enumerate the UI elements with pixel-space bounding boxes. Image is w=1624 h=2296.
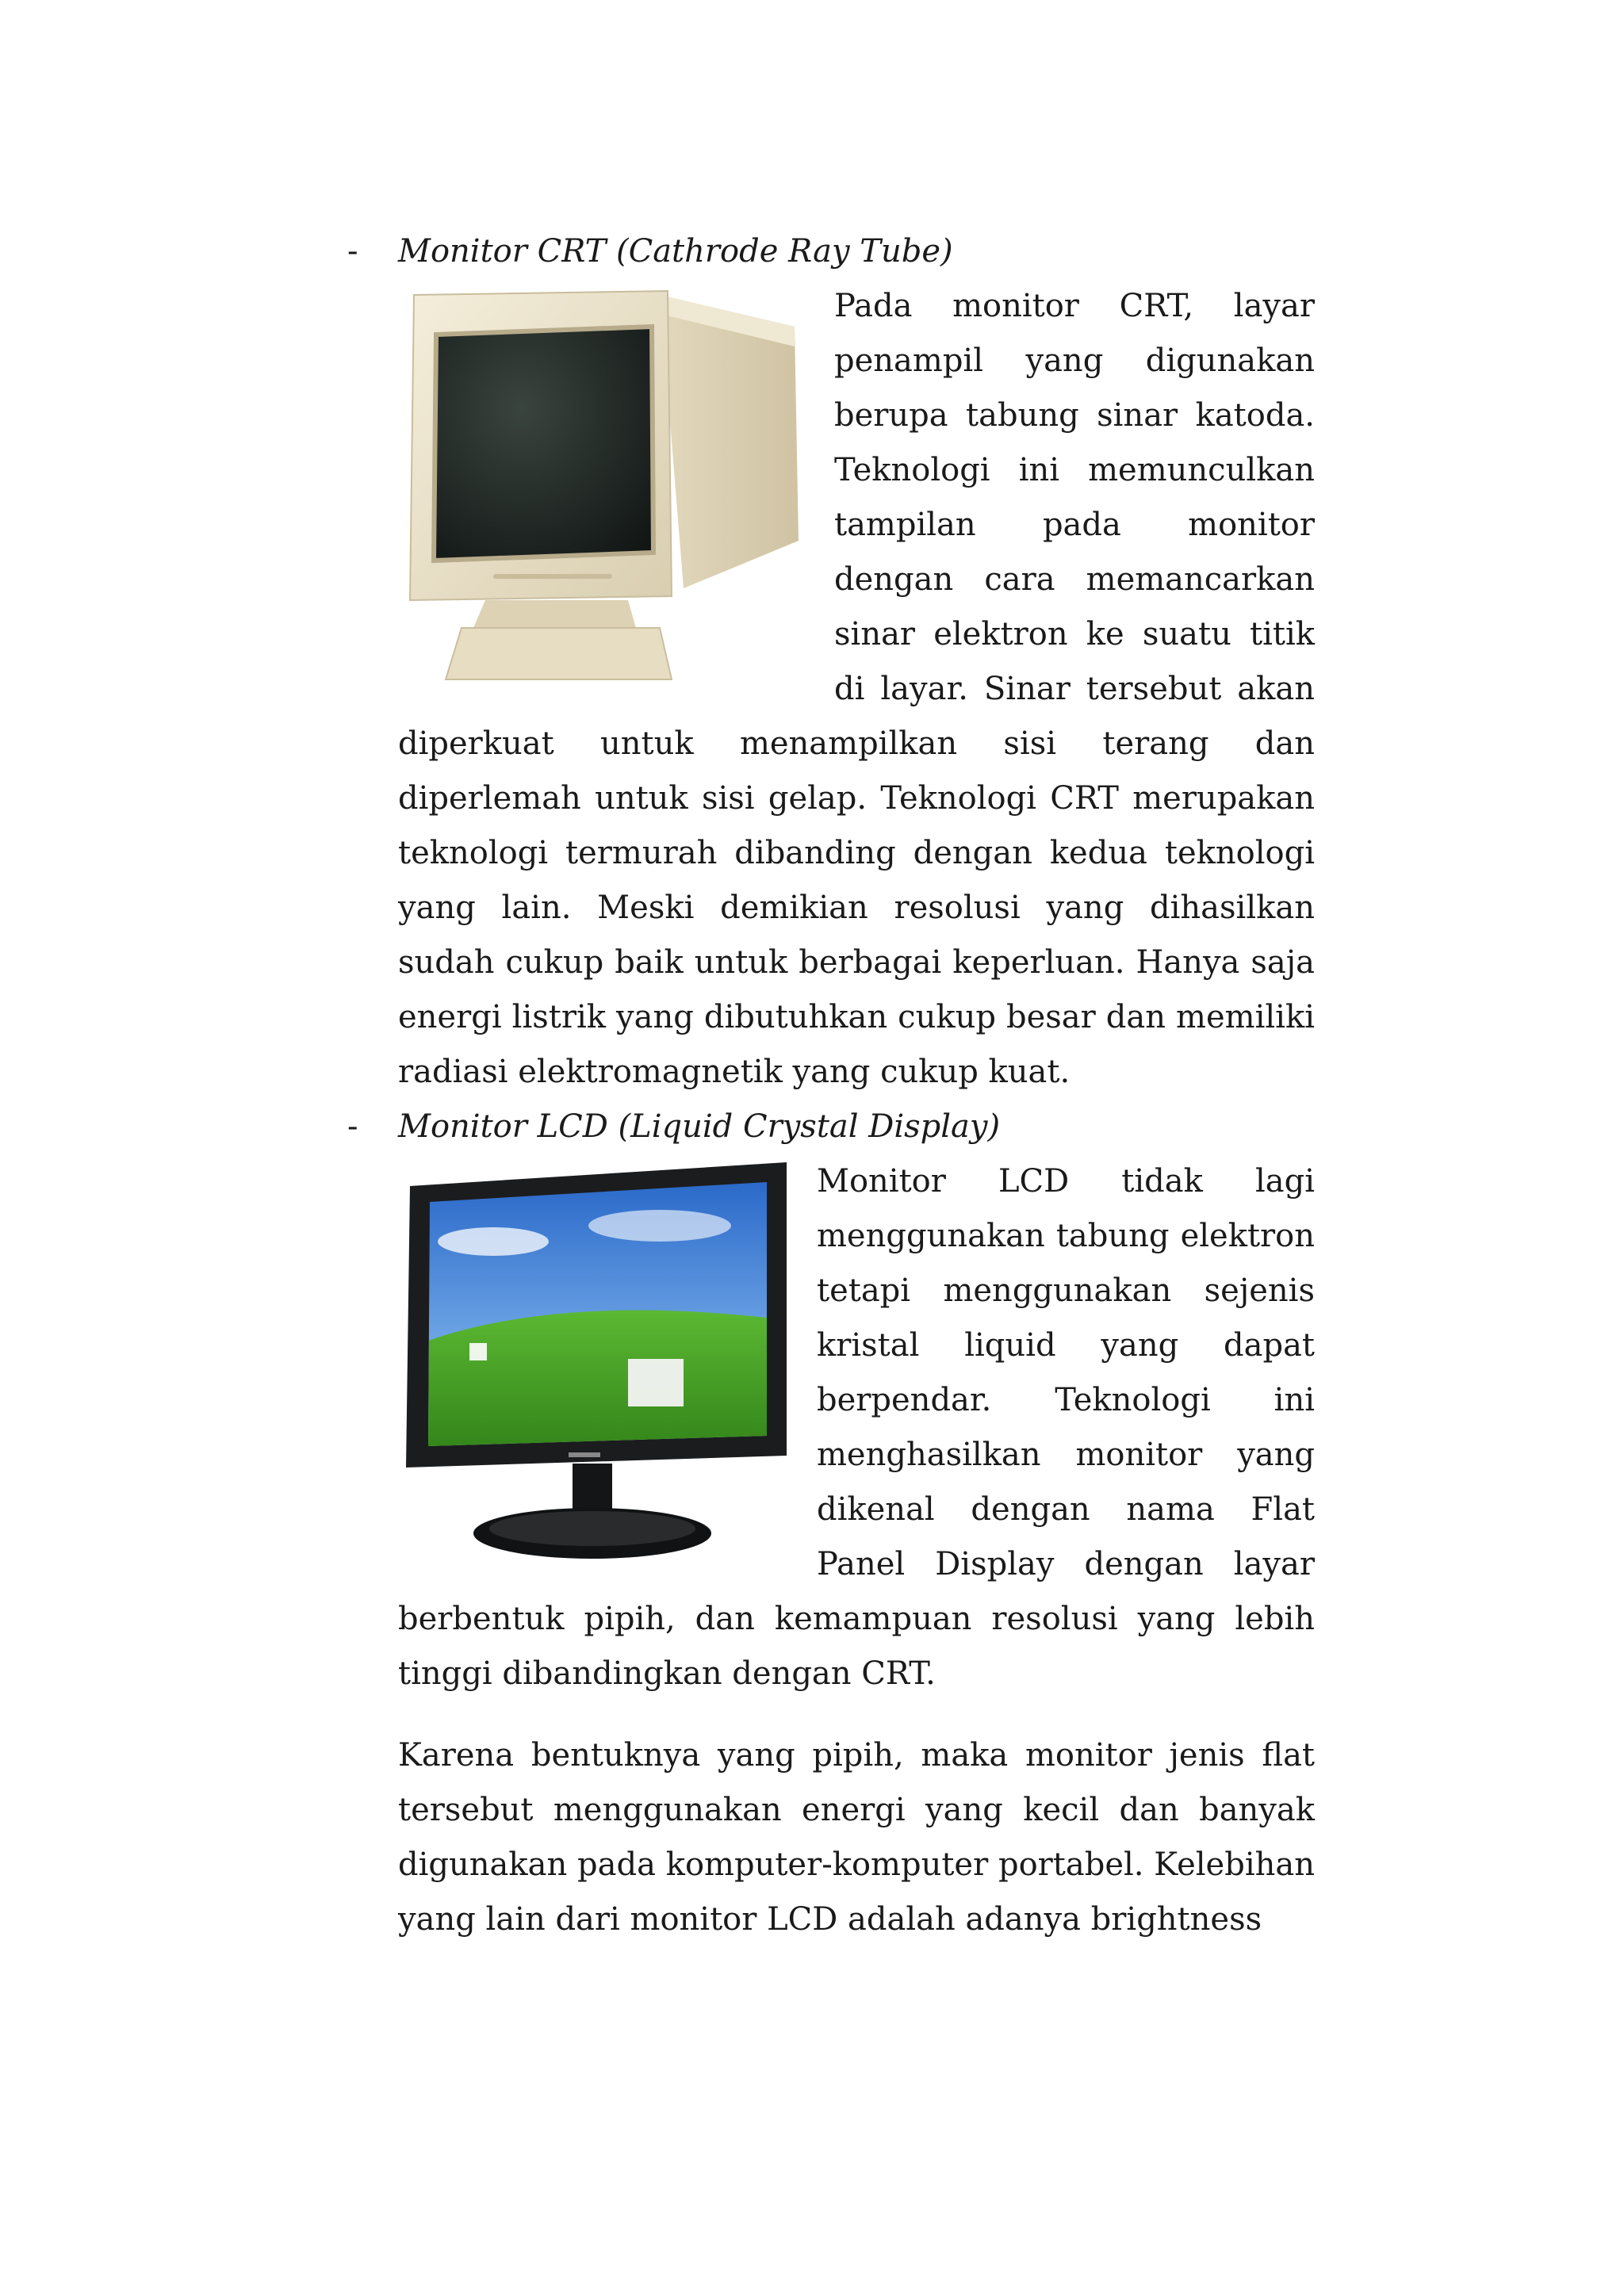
lcd-paragraph-2: Karena bentuknya yang pipih, maka monitor jenis flat tersebut menggunakan energi yang kecil dan banyak digunakan pada komputer-komputer portabel. Kelebihan yang lain dari monitor LCD adalah adanya brightness [398,1737,1315,1938]
crt-paragraph: Pada monitor CRT, layar penampil yang digunakan berupa tabung sinar katoda. Teknologi ini memunculkan tampilan pada monitor dengan cara memancarkan sinar elektron ke suatu titik di layar. Sinar tersebut akan diperkuat untuk menampilkan sisi terang dan diperlemah untuk sisi gelap. Teknologi CRT merupakan teknologi termurah dibanding dengan kedua teknologi yang lain. Meski demikian resolusi yang dihasilkan sudah cukup baik untuk berbagai keperluan. Hanya saja energi listrik yang dibutuhkan cukup besar dan memiliki radiasi elektromagnetik yang cukup kuat. [398,288,1315,1090]
lcd-paragraph: Monitor LCD tidak lagi menggunakan tabung elektron tetapi menggunakan sejenis kristal liquid yang dapat berpendar. Teknologi ini menghasilkan monitor yang dikenal dengan nama Flat Panel Display dengan layar berbentuk pipih, dan kemampuan resolusi yang lebih tinggi dibandingkan dengan CRT. [398,1163,1315,1692]
section-body-crt [398,279,1315,1100]
lcd-paragraph-2-container [398,1728,1315,1947]
bullet-dash: - [347,1108,358,1145]
lcd-monitor-icon [398,1154,795,1567]
section-heading-lcd: Monitor LCD (Liquid Crystal Display) [398,1108,1001,1145]
section-heading-crt: Monitor CRT (Cathrode Ray Tube) [398,233,953,270]
crt-monitor-icon [398,279,802,691]
section-body-lcd [398,1154,1315,1701]
crt-monitor-image [398,279,831,691]
bullet-dash: - [347,233,358,270]
lcd-monitor-image [398,1154,814,1567]
